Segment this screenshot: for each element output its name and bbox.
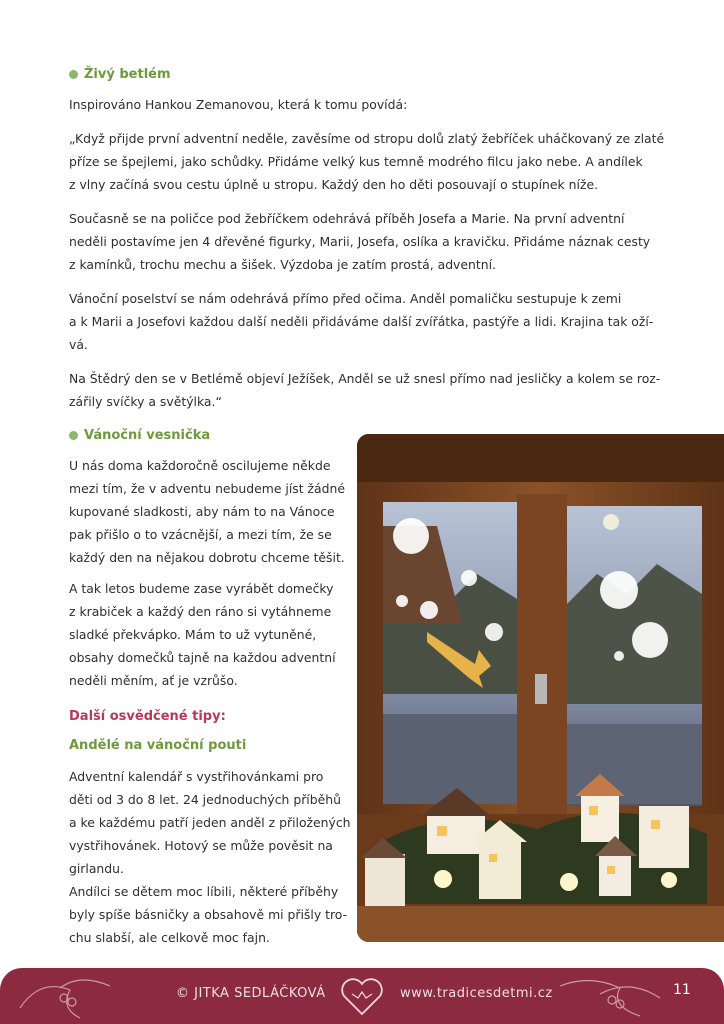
text-line: vystřihovánek. Hotový se může pověsit na xyxy=(69,838,333,853)
paragraph xyxy=(69,287,653,356)
section-title: Vánoční vesnička xyxy=(84,428,211,443)
footer-author: © JITKA SEDLÁČKOVÁ xyxy=(176,986,326,1001)
text-line: mezi tím, že v adventu nebudeme jíst žádné xyxy=(69,481,345,496)
text-line: a k Marii a Josefovi každou další neděli přidáváme další zvířátka, pastýře a lidi. Krajina tak oží- xyxy=(69,314,654,329)
paragraph xyxy=(69,367,660,413)
section-heading-vanocni-vesnicka xyxy=(69,428,210,443)
text-line: kupované sladkosti, aby nám to na Vánoce xyxy=(69,504,335,519)
paragraph xyxy=(69,454,345,569)
text-line: z krabiček a každý den ráno si vytáhneme xyxy=(69,604,332,619)
text-line: zářily svíčky a světýlka.“ xyxy=(69,394,222,409)
text-line: děti od 3 do 8 let. 24 jednoduchých příběhů xyxy=(69,792,341,807)
section-title: Živý betlém xyxy=(84,67,171,82)
text-line: z kamínků, trochu mechu a šišek. Výzdoba je zatím prostá, adventní. xyxy=(69,257,496,272)
window-village-photo xyxy=(357,434,724,942)
bullet-dot-icon xyxy=(69,431,78,440)
text-line: Andílci se dětem moc líbili, některé příběhy xyxy=(69,884,339,899)
text-line: U nás doma každoročně oscilujeme někde xyxy=(69,458,331,473)
tips-heading: Další osvědčené tipy: xyxy=(69,709,226,724)
heart-icon xyxy=(342,979,382,1014)
text-line: příze se špejlemi, jako schůdky. Přidáme velký kus temně modrého filcu jako nebe. A andílek xyxy=(69,154,643,169)
paragraph xyxy=(69,207,650,276)
text-line: „Když přijde první adventní neděle, zavěsíme od stropu dolů zlatý žebříček uháčkovaný ze zlaté xyxy=(69,131,665,146)
text-line: obsahy domečků tajně na každou adventní xyxy=(69,650,336,665)
text-line: pak přišlo o to vzácnější, a mezi tím, že se xyxy=(69,527,332,542)
text-line: z vlny začíná svou cestu úplně u stropu. Každý den ho děti posouvají o stupínek níže. xyxy=(69,177,599,192)
paragraph xyxy=(69,765,351,880)
text-line: neděli měním, ať je vzrůšo. xyxy=(69,673,238,688)
text-line: chu slabší, ale celkově moc fajn. xyxy=(69,930,270,945)
text-line: Vánoční poselství se nám odehrává přímo před očima. Anděl pomaličku sestupuje k zemi xyxy=(69,291,622,306)
text-line: Inspirováno Hankou Zemanovou, která k tomu povídá: xyxy=(69,97,408,112)
page-number: 11 xyxy=(673,982,691,998)
text-line: vá. xyxy=(69,337,88,352)
intro-paragraph xyxy=(69,93,407,116)
text-line: sladké překvápko. Mám to už vytuněné, xyxy=(69,627,317,642)
text-line: girlandu. xyxy=(69,861,124,876)
tips-subtitle: Andělé na vánoční pouti xyxy=(69,738,247,753)
text-line: Na Štědrý den se v Betlémě objeví Ježíšek, Anděl se už snesl přímo nad jesličky a kolem se roz- xyxy=(69,371,661,386)
text-line: neděli postavíme jen 4 dřevěné figurky, Marii, Josefa, oslíka a kravičku. Přidáme náznak cesty xyxy=(69,234,651,249)
paragraph xyxy=(69,577,336,692)
bullet-dot-icon xyxy=(69,70,78,79)
paragraph xyxy=(69,880,347,949)
footer-bar xyxy=(0,968,724,1024)
text-line: každý den na nějakou dobrotu chceme těšit. xyxy=(69,550,345,565)
text-line: byly spíše básničky a obsahově mi přišly tro- xyxy=(69,907,348,922)
text-line: Adventní kalendář s vystřihovánkami pro xyxy=(69,769,324,784)
holly-decoration-icon xyxy=(0,968,724,1024)
photo-illustration xyxy=(357,434,724,942)
text-line: a ke každému patří jeden anděl z přiložených xyxy=(69,815,351,830)
paragraph xyxy=(69,127,664,196)
text-line: Současně se na poličce pod žebříčkem odehrává příběh Josefa a Marie. Na první adventní xyxy=(69,211,625,226)
text-line: A tak letos budeme zase vyrábět domečky xyxy=(69,581,334,596)
section-heading-zivy-betlem xyxy=(69,67,171,82)
footer-website[interactable]: www.tradicesdetmi.cz xyxy=(400,986,553,1001)
